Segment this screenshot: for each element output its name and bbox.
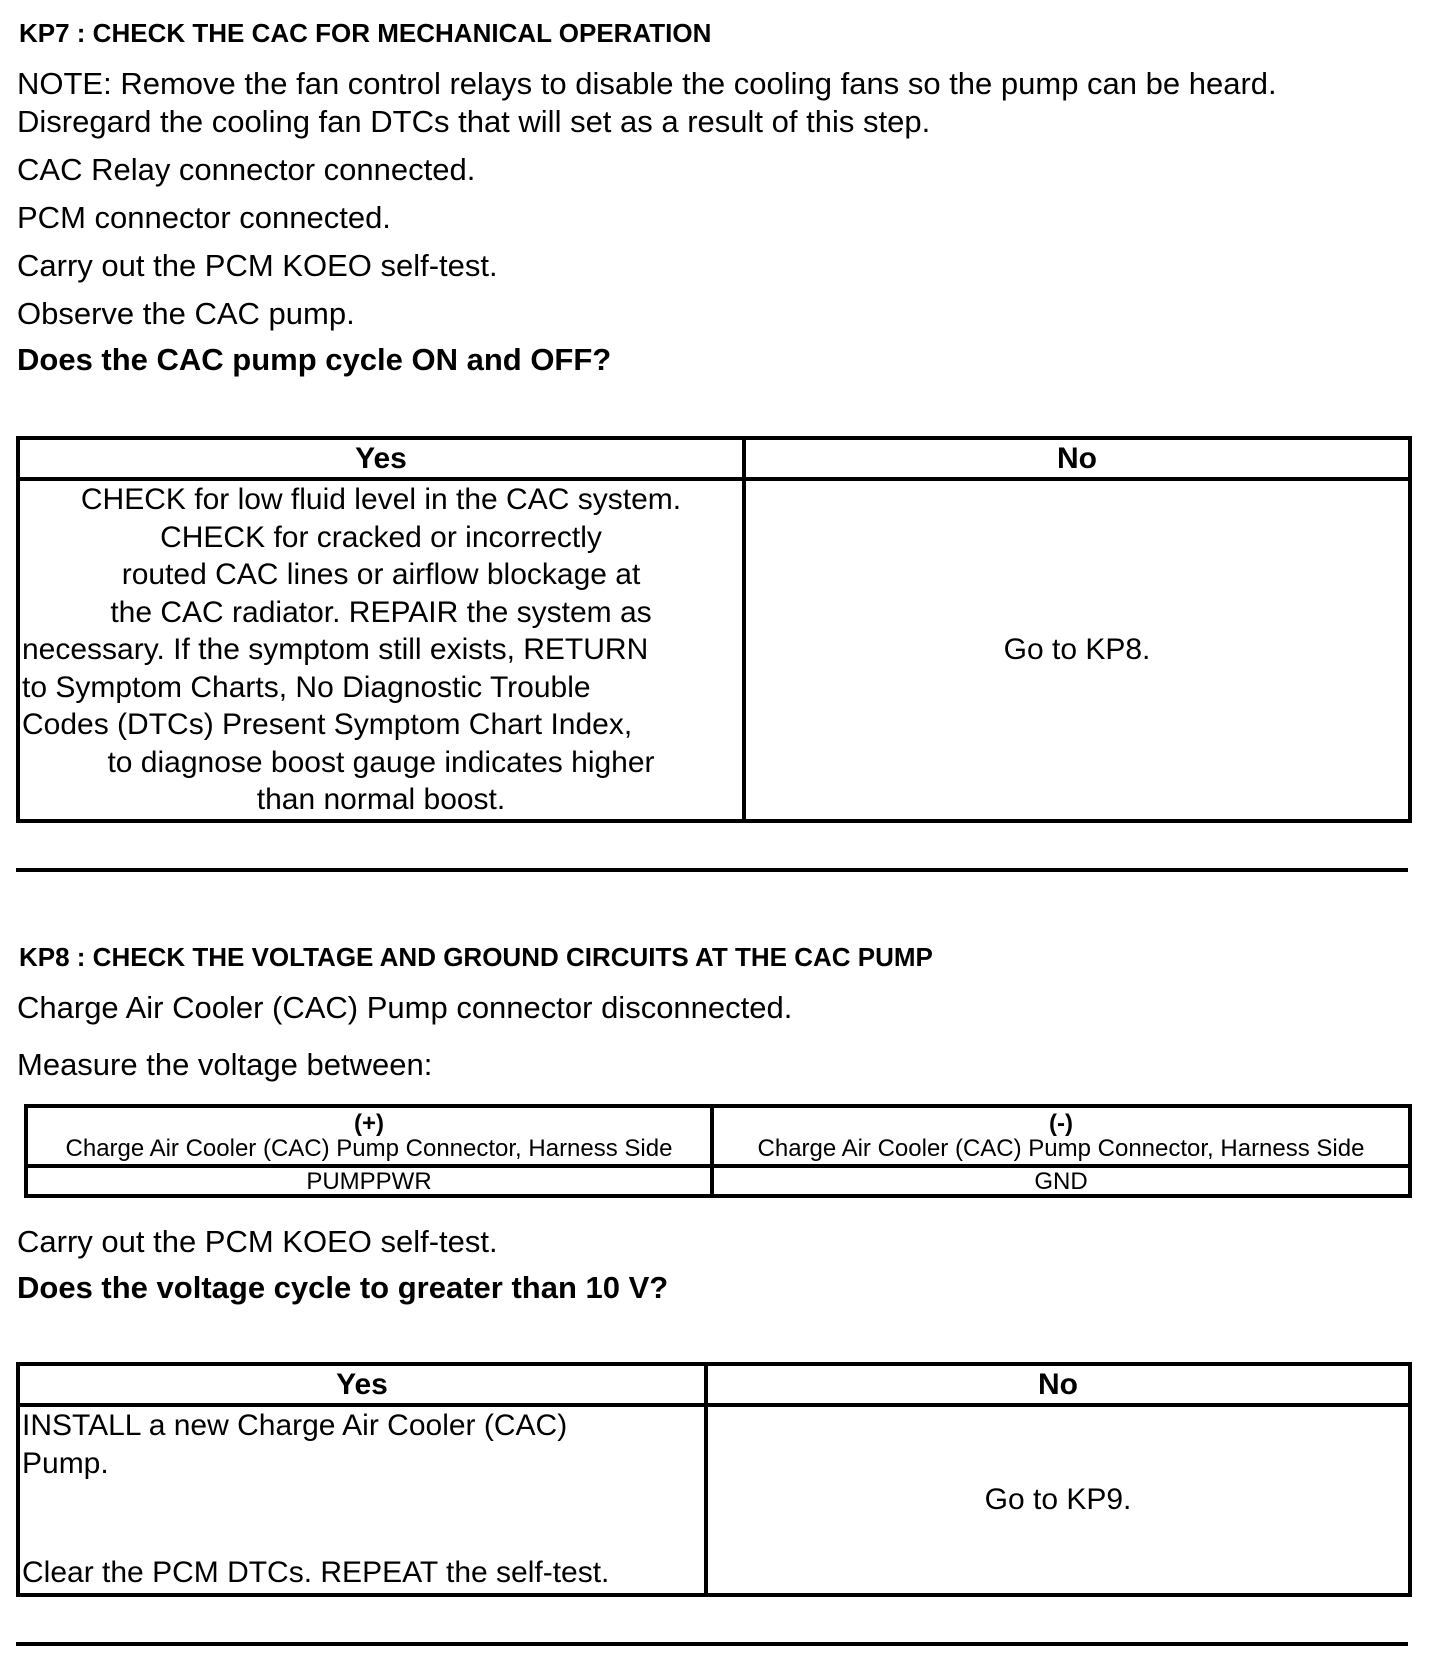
section-divider <box>16 868 1408 872</box>
kp8-step: Charge Air Cooler (CAC) Pump connector disconnected. <box>17 990 793 1025</box>
kp8-step: Measure the voltage between: <box>17 1047 433 1082</box>
kp8-negative-value: GND <box>712 1166 1410 1196</box>
kp7-yes-line: than normal boost. <box>256 783 506 816</box>
kp7-step: PCM connector connected. <box>17 200 391 235</box>
kp7-no-header: No <box>744 438 1410 479</box>
kp8-positive-sign: (+) <box>354 1110 384 1137</box>
section-divider <box>16 1642 1408 1646</box>
kp7-yes-line: to Symptom Charts, No Diagnostic Trouble <box>22 670 591 704</box>
kp8-positive-label: Charge Air Cooler (CAC) Pump Connector, Harness Side <box>65 1135 673 1162</box>
kp7-yes-cell <box>18 479 744 821</box>
kp8-step: Carry out the PCM KOEO self-test. <box>17 1224 498 1259</box>
kp7-yes-header: Yes <box>18 438 744 479</box>
kp8-positive-header <box>26 1106 712 1166</box>
kp8-negative-label: Charge Air Cooler (CAC) Pump Connector, Harness Side <box>757 1135 1365 1162</box>
kp7-heading: KP7 : CHECK THE CAC FOR MECHANICAL OPERATION <box>19 18 712 48</box>
kp8-no-cell: Go to KP9. <box>706 1405 1410 1595</box>
kp8-yes-line: Pump. <box>22 1446 109 1480</box>
kp8-result-table <box>16 1362 1412 1597</box>
kp7-yes-line: the CAC radiator. REPAIR the system as <box>110 595 652 629</box>
kp8-negative-header <box>712 1106 1410 1166</box>
kp7-yes-line: to diagnose boost gauge indicates higher <box>107 745 655 779</box>
kp7-no-cell: Go to KP8. <box>744 479 1410 821</box>
kp8-question: Does the voltage cycle to greater than 10 V? <box>17 1270 669 1305</box>
kp7-yes-line: CHECK for cracked or incorrectly <box>160 520 602 554</box>
kp7-yes-line: CHECK for low fluid level in the CAC system. <box>80 483 682 516</box>
kp7-yes-line: necessary. If the symptom still exists, RETURN <box>22 633 649 666</box>
kp8-positive-value: PUMPPWR <box>26 1166 712 1196</box>
kp8-yes-cell <box>18 1405 706 1595</box>
kp7-note-line2: Disregard the cooling fan DTCs that will set as a result of this step. <box>17 104 931 139</box>
kp7-step: Carry out the PCM KOEO self-test. <box>17 248 498 283</box>
kp8-heading: KP8 : CHECK THE VOLTAGE AND GROUND CIRCUITS AT THE CAC PUMP <box>19 942 933 972</box>
kp8-yes-line: Clear the PCM DTCs. REPEAT the self-test. <box>22 1556 610 1589</box>
kp7-question: Does the CAC pump cycle ON and OFF? <box>17 342 612 377</box>
kp7-step: CAC Relay connector connected. <box>17 152 476 187</box>
kp8-yes-header: Yes <box>18 1364 706 1405</box>
kp8-measure-table <box>24 1104 1412 1198</box>
kp7-note-line1: NOTE: Remove the fan control relays to disable the cooling fans so the pump can be heard. <box>17 66 1277 101</box>
kp8-yes-line: INSTALL a new Charge Air Cooler (CAC) <box>22 1409 568 1442</box>
kp7-yes-line: routed CAC lines or airflow blockage at <box>121 558 641 591</box>
kp7-result-table <box>16 436 1412 823</box>
kp8-no-header: No <box>706 1364 1410 1405</box>
kp8-negative-sign: (-) <box>1049 1110 1073 1137</box>
kp7-step: Observe the CAC pump. <box>17 296 355 331</box>
kp7-yes-line: Codes (DTCs) Present Symptom Chart Index, <box>22 708 633 741</box>
